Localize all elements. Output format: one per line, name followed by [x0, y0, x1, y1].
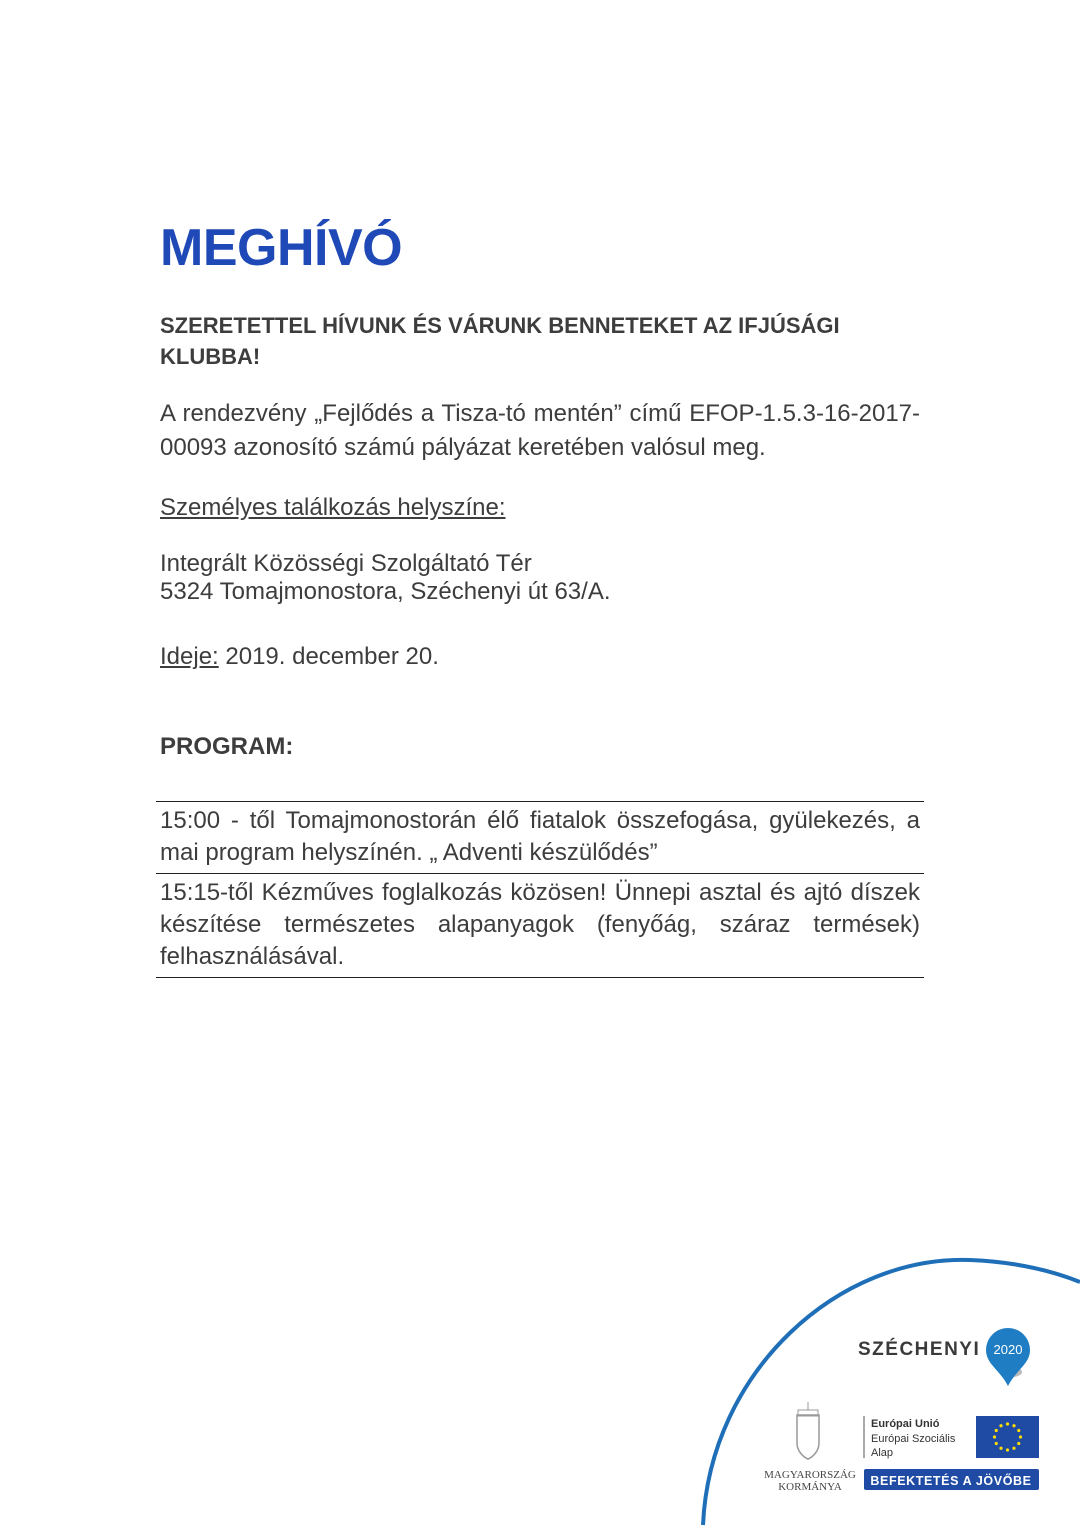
eu-star	[1019, 1435, 1022, 1438]
venue-line-1: Integrált Közösségi Szolgáltató Tér	[160, 550, 532, 577]
eu-star	[1017, 1442, 1020, 1445]
eu-star	[1017, 1429, 1020, 1432]
funding-logos	[700, 1250, 1080, 1527]
program-table	[156, 801, 924, 978]
eu-line-2: Európai Szociális	[871, 1433, 956, 1445]
gov-line-2: KORMÁNYA	[778, 1481, 842, 1493]
page-title: MEGHÍVÓ	[160, 219, 403, 277]
event-date	[160, 640, 920, 674]
eu-star	[995, 1429, 998, 1432]
eu-line-3: Alap	[871, 1447, 894, 1459]
eu-star	[995, 1442, 998, 1445]
date-label: Ideje:	[160, 643, 219, 670]
eu-star	[1012, 1424, 1015, 1427]
program-heading: PROGRAM:	[160, 733, 294, 760]
hungarian-coat-of-arms-icon	[797, 1402, 819, 1459]
program-row: 15:15-től Kézműves foglalkozás közösen! Ünnepi asztal és ajtó díszek készítése természetes alapanyagok (fenyőág, száraz termések) felhasználásával.	[156, 873, 924, 978]
eu-star	[999, 1424, 1002, 1427]
szechenyi-text: SZÉCHENYI	[858, 1339, 981, 1360]
eu-star	[999, 1447, 1002, 1450]
eu-star	[1006, 1448, 1009, 1451]
eu-flag-icon	[976, 1416, 1039, 1458]
eu-star	[1006, 1422, 1009, 1425]
map-pin-icon	[986, 1328, 1030, 1386]
szechenyi-year: 2020	[993, 1342, 1023, 1357]
slogan-text: BEFEKTETÉS A JÖVŐBE	[870, 1474, 1032, 1488]
program-row: 15:00 - től Tomajmonostorán élő fiatalok összefogása, gyülekezés, a mai program helyszínén. „ Adventi készülődés”	[156, 801, 924, 873]
eu-line-1: Európai Unió	[871, 1418, 940, 1430]
eu-star	[1012, 1447, 1015, 1450]
intro-paragraph: A rendezvény „Fejlődés a Tisza-tó mentén” című EFOP-1.5.3-16-2017-00093 azonosító számú pályázat keretében valósul meg.	[160, 400, 920, 461]
gov-line-1: MAGYARORSZÁG	[764, 1469, 856, 1481]
venue-label: Személyes találkozás helyszíne:	[160, 494, 506, 521]
eu-star	[993, 1435, 996, 1438]
subtitle: SZERETETTEL HÍVUNK ÉS VÁRUNK BENNETEKET AZ IFJÚSÁGI KLUBBA!	[160, 313, 840, 369]
venue-address	[160, 550, 920, 606]
venue-line-2: 5324 Tomajmonostora, Széchenyi út 63/A.	[160, 578, 611, 605]
date-value: 2019. december 20.	[218, 643, 439, 670]
